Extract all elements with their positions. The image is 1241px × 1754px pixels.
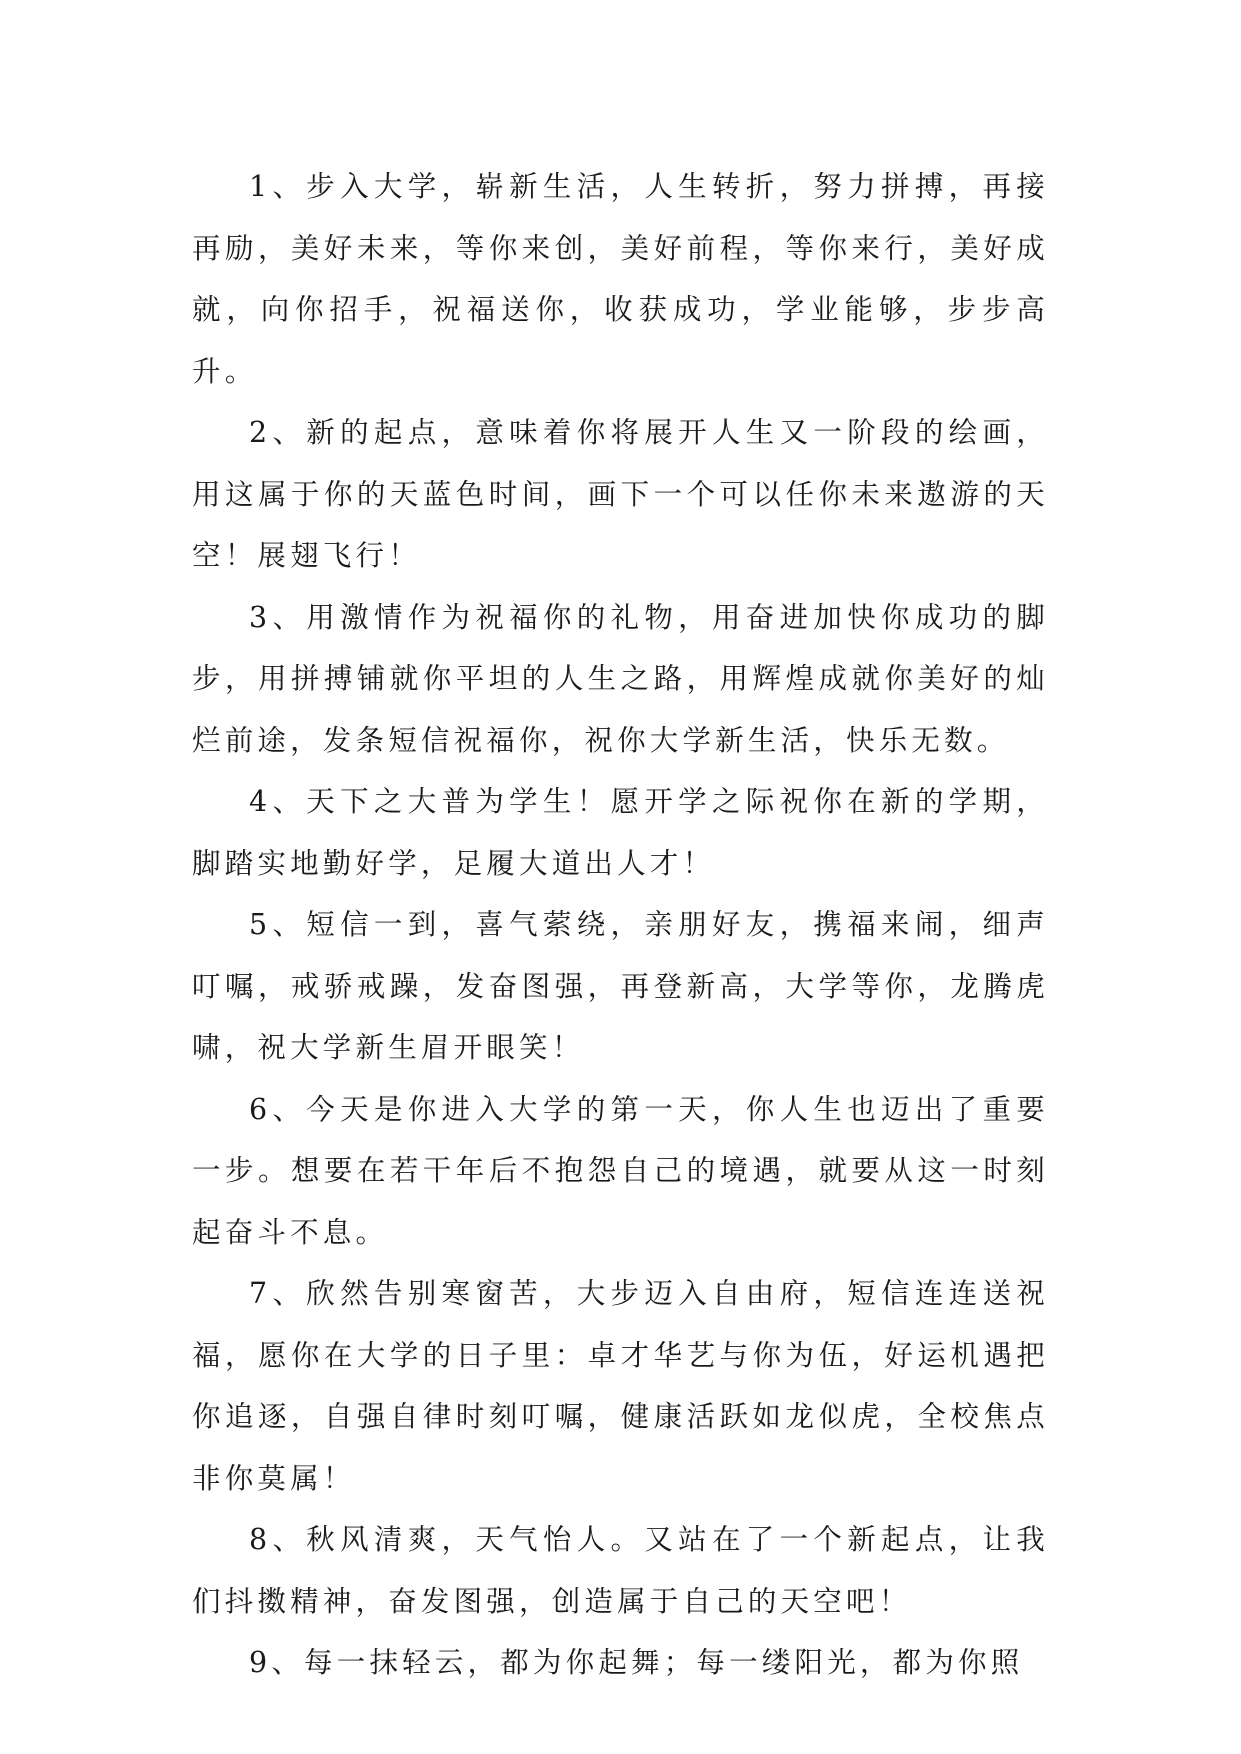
paragraph-6: 6、今天是你进入大学的第一天，你人生也迈出了重要一步。想要在若干年后不抱怨自己的境遇，就要从这一时刻起奋斗不息。: [192, 1092, 1049, 1249]
paragraph-4: 4、天下之大普为学生！愿开学之际祝你在新的学期，脚踏实地勤好学，足履大道出人才！: [192, 785, 1049, 880]
paragraph-7: 7、欣然告别寒窗苦，大步迈入自由府，短信连连送祝福，愿你在大学的日子里：卓才华艺与你为伍，好运机遇把你追逐，自强自律时刻叮嘱，健康活跃如龙似虎，全校焦点非你莫属！: [192, 1277, 1049, 1495]
paragraph-5: 5、短信一到，喜气萦绕，亲朋好友，携福来闹，细声叮嘱，戒骄戒躁，发奋图强，再登新高，大学等你，龙腾虎啸，祝大学新生眉开眼笑！: [192, 908, 1049, 1064]
paragraph-9: 9、每一抹轻云，都为你起舞；每一缕阳光，都为你照: [249, 1646, 1024, 1679]
document-body: [192, 156, 1049, 1694]
paragraph-1: 1、步入大学，崭新生活，人生转折，努力拼搏，再接再励，美好未来，等你来创，美好前程，等你来行，美好成就，向你招手，祝福送你，收获成功，学业能够，步步高升。: [192, 170, 1049, 388]
paragraph-2: 2、新的起点，意味着你将展开人生又一阶段的绘画，用这属于你的天蓝色时间，画下一个可以任你未来遨游的天空！展翅飞行！: [192, 416, 1049, 572]
paragraph-8: 8、秋风清爽，天气怡人。又站在了一个新起点，让我们抖擞精神，奋发图强，创造属于自己的天空吧！: [192, 1523, 1049, 1618]
paragraph-3: 3、用激情作为祝福你的礼物，用奋进加快你成功的脚步，用拼搏铺就你平坦的人生之路，用辉煌成就你美好的灿烂前途，发条短信祝福你，祝你大学新生活，快乐无数。: [192, 600, 1049, 757]
